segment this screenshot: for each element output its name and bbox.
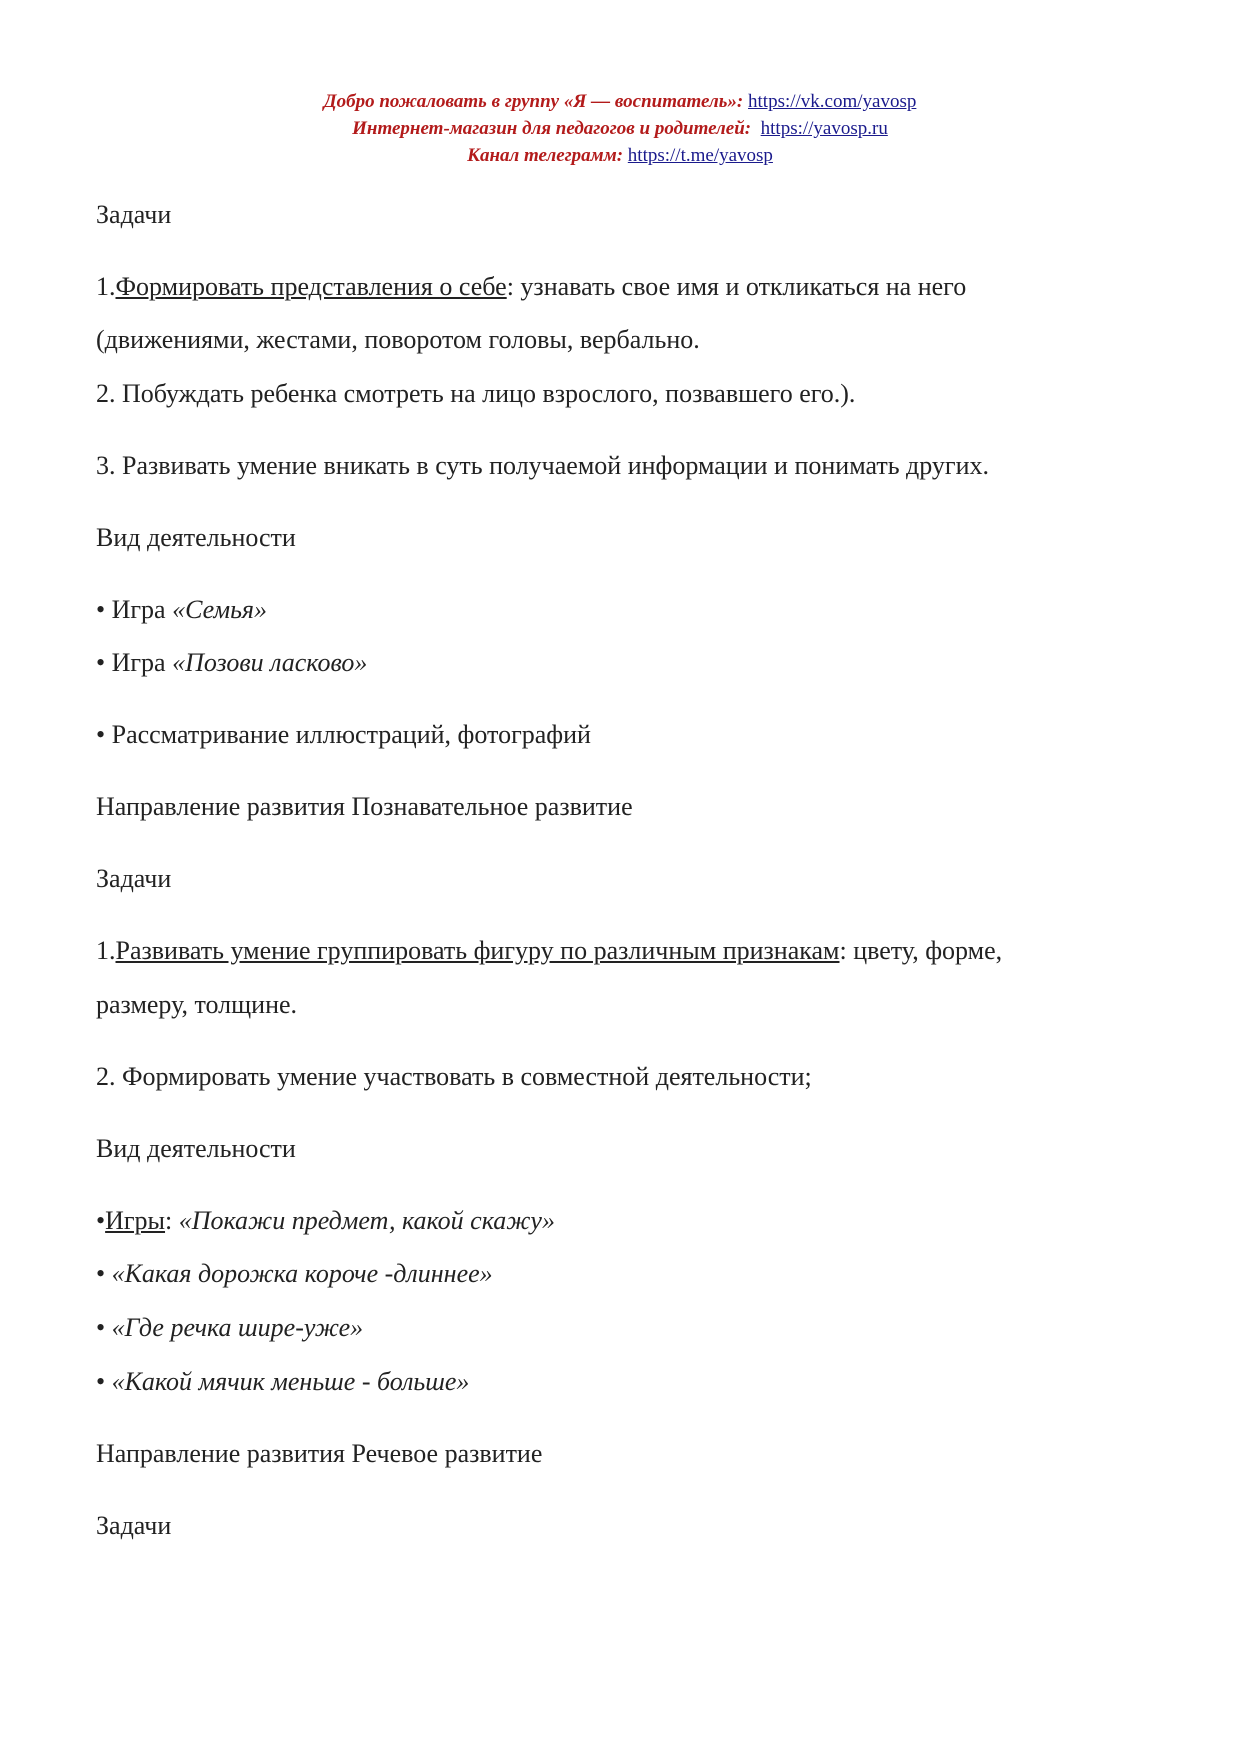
game-4: «Какой мячик меньше - больше» [111, 1367, 470, 1396]
game-2: «Какая дорожка короче -длиннее» [111, 1259, 493, 1288]
game-3-bullet: • [96, 1313, 112, 1342]
document-header [0, 88, 1240, 169]
s1-activity-2 [96, 648, 367, 678]
header-line-telegram [0, 142, 1240, 169]
s1-task-1-num: 1. [96, 272, 116, 301]
activity-heading-2: Вид деятельности [96, 1134, 296, 1163]
s1-activity-2-prefix: • Игра [96, 648, 173, 677]
s2-task-2: 2. Формировать умение участвовать в совместной деятельности; [96, 1062, 812, 1091]
s2-task-1-rest: : цвету, форме, [839, 936, 1003, 965]
s1-task-2: 2. Побуждать ребенка смотреть на лицо взрослого, позвавшего его.). [96, 379, 856, 408]
games-bullet: • [96, 1206, 106, 1235]
s1-task-1-cont: (движениями, жестами, поворотом головы, вербально. [96, 325, 700, 354]
games-colon: : [165, 1206, 179, 1235]
activity-heading-1: Вид деятельности [96, 523, 296, 552]
vk-group-link[interactable]: https://vk.com/yavosp [748, 91, 917, 112]
game-4-bullet: • [96, 1367, 112, 1396]
group-invite-label: Добро пожаловать в группу «Я — воспитатель»: [323, 91, 744, 112]
tasks-heading-2: Задачи [96, 864, 172, 893]
direction-speech: Направление развития Речевое развитие [96, 1439, 543, 1468]
s2-game-4-line [96, 1367, 469, 1397]
shop-link[interactable]: https://yavosp.ru [760, 118, 888, 139]
s2-task-1-underlined: Развивать умение группировать фигуру по различным признакам [115, 936, 840, 965]
s2-game-3-line [96, 1313, 363, 1343]
s2-task-1 [96, 936, 1002, 966]
game-2-bullet: • [96, 1259, 112, 1288]
game-1: «Покажи предмет, какой скажу» [178, 1206, 555, 1235]
tasks-heading-3: Задачи [96, 1511, 172, 1540]
shop-label: Интернет-магазин для педагогов и родителей: [352, 118, 752, 139]
s1-activity-2-title: «Позови ласково» [172, 648, 368, 677]
header-line-shop [0, 115, 1240, 142]
s1-activity-3: • Рассматривание иллюстраций, фотографий [96, 720, 591, 749]
s1-activity-1-title: «Семья» [172, 595, 268, 624]
games-label: Игры [105, 1206, 166, 1235]
s2-task-1-num: 1. [96, 936, 116, 965]
header-line-group [0, 88, 1240, 115]
s1-task-1-underlined: Формировать представления о себе [115, 272, 507, 301]
s1-task-1-rest: : узнавать свое имя и откликаться на него [506, 272, 967, 301]
s1-task-3: 3. Развивать умение вникать в суть получаемой информации и понимать других. [96, 451, 990, 480]
game-3: «Где речка шире-уже» [111, 1313, 364, 1342]
s1-activity-1-prefix: • Игра [96, 595, 173, 624]
s2-task-1-cont: размеру, толщине. [96, 990, 298, 1019]
telegram-label: Канал телеграмм: [467, 145, 624, 166]
s2-games-line [96, 1206, 555, 1236]
s1-activity-1 [96, 595, 267, 625]
s2-game-2-line [96, 1259, 493, 1289]
telegram-link[interactable]: https://t.me/yavosp [627, 145, 773, 166]
s1-task-1 [96, 272, 966, 302]
tasks-heading-1: Задачи [96, 200, 172, 229]
direction-cognitive: Направление развития Познавательное развитие [96, 792, 633, 821]
